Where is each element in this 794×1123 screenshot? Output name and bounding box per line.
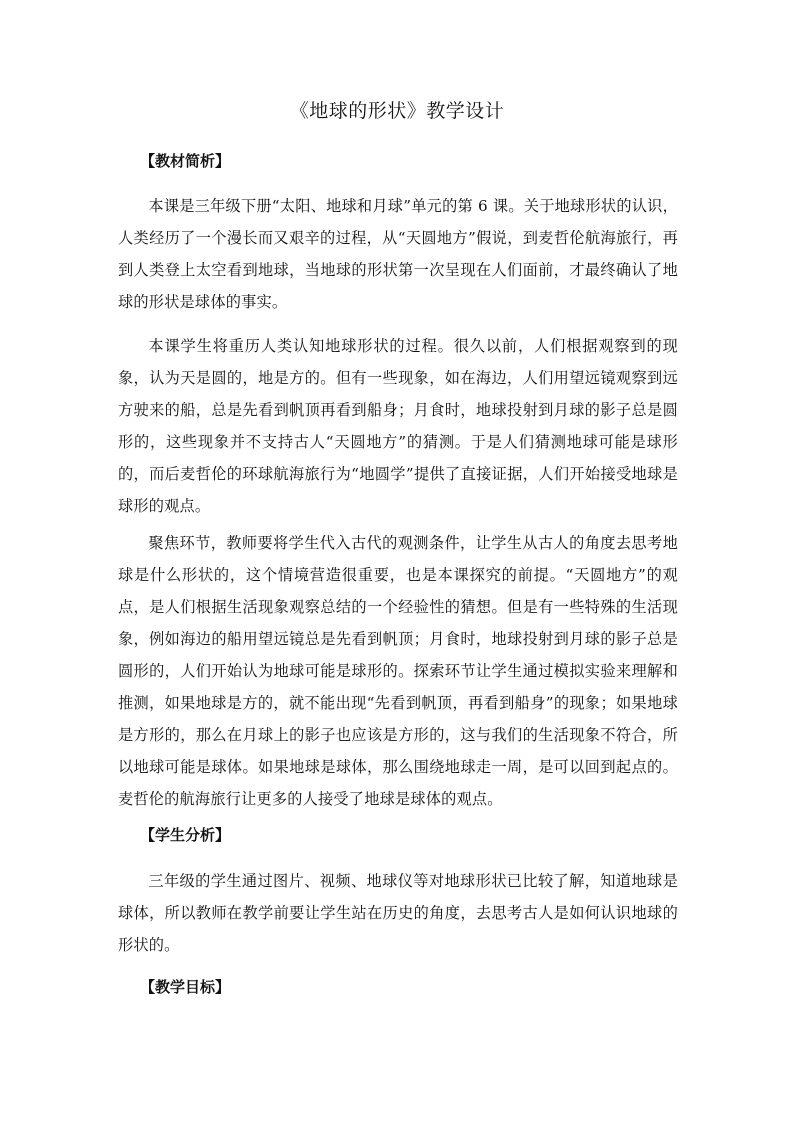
paragraph: 本课学生将重历人类认知地球形状的过程。很久以前，人们根据观察到的现象，认为天是圆的，地是方的。但有一些现象，如在海边，人们用望远镜观察到远方驶来的船，总是先看到帆顶再看到船身；月食时，地球投射到月球的影子总是圆形的，这些现象并不支持古人“天圆地方”的猜测。于是人们猜测地球可能是球形的，而后麦哲伦的环球航海旅行为“地圆学”提供了直接证据，人们开始接受地球是球形的观点。 bbox=[118, 337, 678, 515]
section-heading-student-analysis: 【学生分析】 bbox=[140, 826, 231, 844]
paragraph: 三年级的学生通过图片、视频、地球仪等对地球形状已比较了解，知道地球是球体，所以教师在教学前要让学生站在历史的角度，去思考古人是如何认识地球的形状的。 bbox=[118, 872, 678, 954]
paragraph: 本课是三年级下册“太阳、地球和月球”单元的第 6 课。关于地球形状的认识，人类经历了一个漫长而又艰辛的过程，从“天圆地方”假说，到麦哲伦航海旅行，再到人类登上太空看到地球，当地球的形状第一次呈现在人们面前，才最终确认了地球的形状是球体的事实。 bbox=[118, 197, 678, 311]
paragraph: 聚焦环节，教师要将学生代入古代的观测条件，让学生从古人的角度去思考地球是什么形状的，这个情境营造很重要，也是本课探究的前提。“天圆地方”的观点，是人们根据生活现象观察总结的一个经验性的猜想。但是有一些特殊的生活现象，例如海边的船用望远镜总是先看到帆顶；月食时，地球投射到月球的影子总是圆形的，人们开始认为地球可能是球形的。探索环节让学生通过模拟实验来理解和推测，如果地球是方的，就不能出现“先看到帆顶，再看到船身”的现象；如果地球是方形的，那么在月球上的影子也应该是方形的，这与我们的生活现象不符合，所以地球可能是球体。如果地球是球体，那么围绕地球走一周，是可以回到起点的。麦哲伦的航海旅行让更多的人接受了地球是球体的观点。 bbox=[118, 534, 678, 808]
section-heading-textbook-analysis: 【教材简析】 bbox=[140, 152, 231, 170]
document-title: 《地球的形状》教学设计 bbox=[289, 100, 505, 122]
section-heading-teaching-objectives: 【教学目标】 bbox=[140, 978, 231, 996]
